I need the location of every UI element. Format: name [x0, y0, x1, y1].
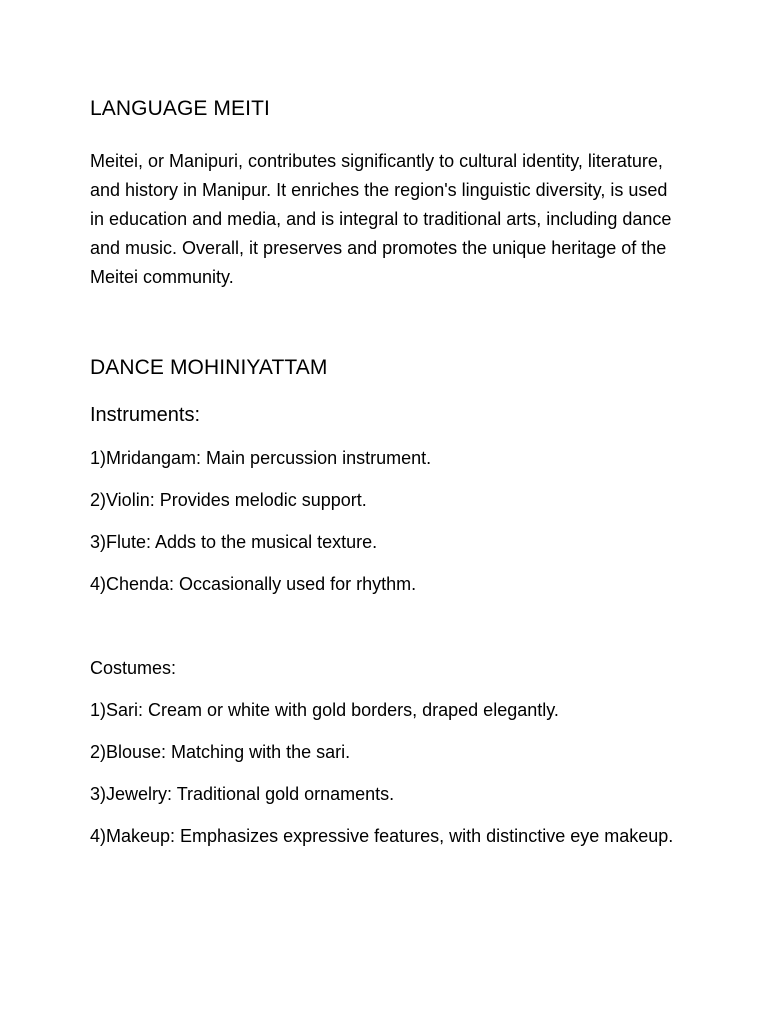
instrument-item: 3)Flute: Adds to the musical texture. [90, 532, 378, 552]
instruments-label: Instruments: [90, 404, 201, 426]
instrument-item: 2)Violin: Provides melodic support. [90, 490, 367, 510]
language-heading: LANGUAGE MEITI [90, 97, 270, 120]
costumes-label: Costumes: [90, 658, 177, 678]
costume-item: 3)Jewelry: Traditional gold ornaments. [90, 784, 395, 804]
instrument-item: 1)Mridangam: Main percussion instrument. [90, 448, 432, 468]
document-content [90, 94, 680, 851]
instrument-item: 4)Chenda: Occasionally used for rhythm. [90, 574, 417, 594]
language-paragraph: Meitei, or Manipuri, contributes significantly to cultural identity, literature, and history in Manipur. It enriches the region's linguistic diversity, is used in education and media, and is integral to traditional arts, including dance and music. Overall, it preserves and promotes the unique heritage of the Meitei community. [90, 151, 672, 287]
dance-heading: DANCE MOHINIYATTAM [90, 356, 328, 379]
costume-item: 2)Blouse: Matching with the sari. [90, 742, 351, 762]
costume-item: 4)Makeup: Emphasizes expressive features, with distinctive eye makeup. [90, 826, 674, 846]
costume-item: 1)Sari: Cream or white with gold borders, draped elegantly. [90, 700, 559, 720]
